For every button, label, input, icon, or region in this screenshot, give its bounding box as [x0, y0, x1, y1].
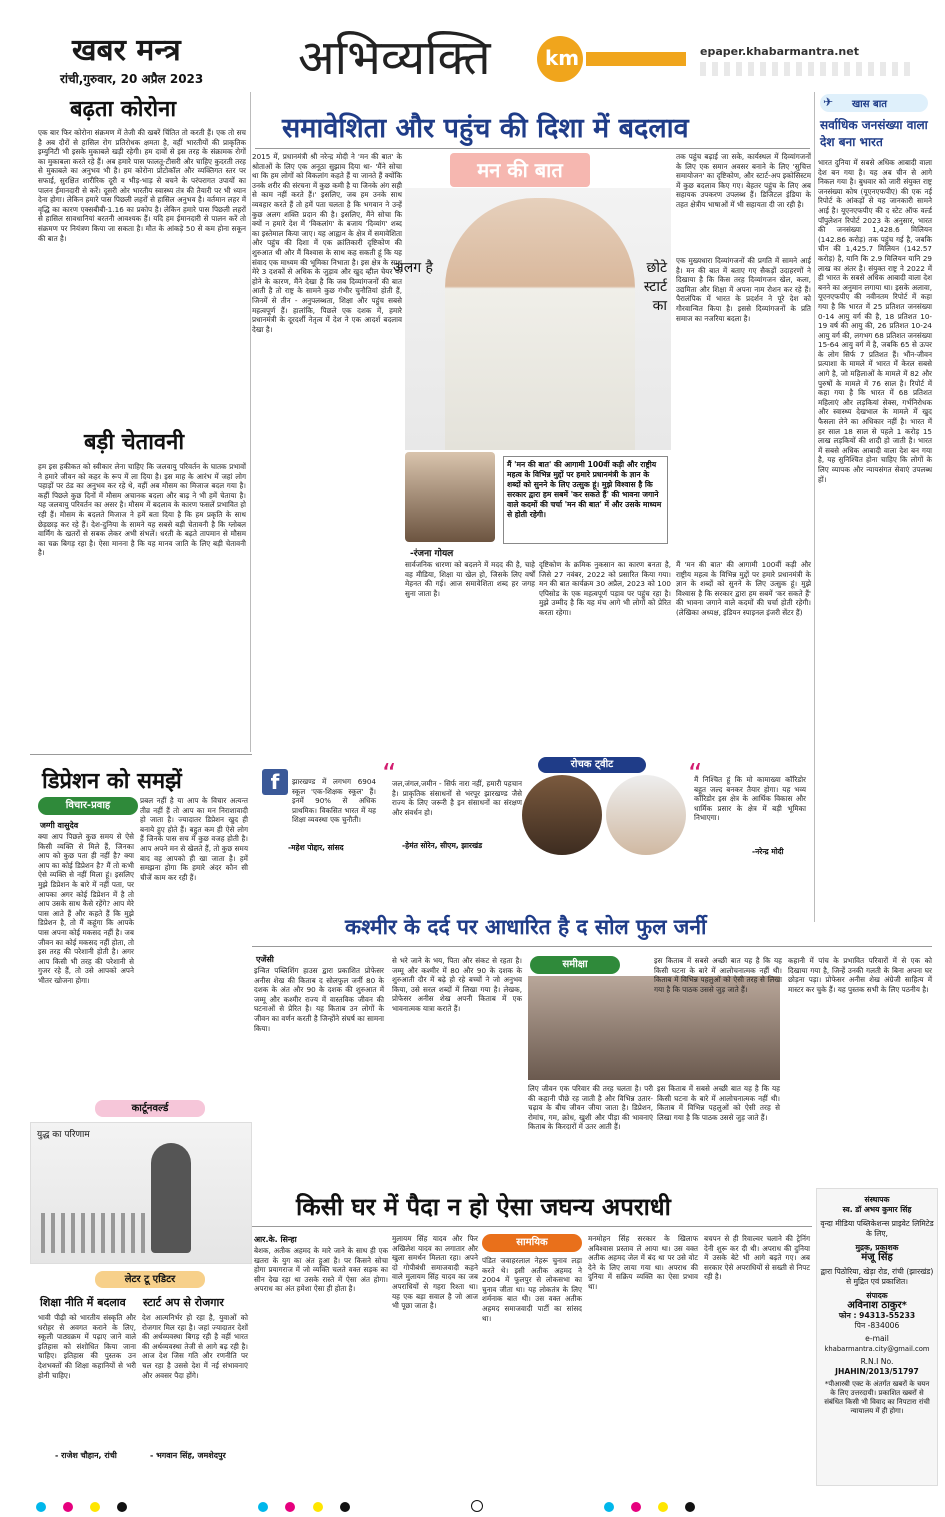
- main-headline: समावेशिता और पहुंच की दिशा में बदलाव: [282, 113, 689, 144]
- criminal-col-4: मनमोहन सिंह सरकार के खिलाफ अविश्वास प्रस्ताव ले आया था। उस वक्त अतीक अहमद जेल में बंद था पर उसे वोट देने के लिए लाया गया था। अपराध की दुनिया में सक्रिय व्यक्ति का ऐसा प्रभाव था।: [588, 1234, 698, 1291]
- tweet-mid-text: जल,जंगल,जमीन - सिर्फ नारा नहीं, हमारी पहचान है। प्राकृतिक संसाधनों से भरपूर झारखण्ड जैसे राज्य के लिए जरूरी है इन संसाधनों का संरक्षण और संवर्धन हो।: [392, 779, 522, 817]
- imprint-rni: R.N.I No.: [860, 1357, 894, 1366]
- color-dot: [340, 1502, 350, 1512]
- editorial-2-title: बड़ी चेतावनी: [84, 430, 185, 455]
- quote-mark-icon-2: “: [688, 757, 703, 790]
- color-dot: [117, 1502, 127, 1512]
- masthead: [0, 0, 945, 92]
- tweet-label: [538, 757, 646, 773]
- section-rule: [30, 754, 252, 755]
- kashmir-col-5: कहानी में पांच के प्रभावित परिवारों में से एक को दिखाया गया है, जिन्हें उनकी गलती के बिना अपना घर छोड़ना पड़ा। प्रोफेसर अनीस शेख अंग्रेजी साहित्य में मास्टर कर चुके हैं। यह पुस्तक सभी के लिए पठनीय है।: [788, 956, 932, 994]
- editorial-1-body: एक बार फिर कोरोना संक्रमण में तेजी की खबरें चिंतित तो करती हैं। एक तो सच है अब दौरों से हासिल रोग प्रतिरोधक क्षमता है, वहीं भारतीयों की प्राकृतिक इम्युनिटी भी इसके मुकाबले खड़ी रहेगी। हम दावों से इस तरह के संक्रामक रोगों का मुकाबला करते रहे हैं। अब हमारे पास फालतू-टीसरी और चाहिए कुदरती तरह से मुकाबले का अनुभव भी है। हम कोरोना प्रोटोकॉल और व्यक्तिगत स्तर पर सफाई, सुरक्षित शारीरिक दूरी व भीड़-भाड़ से बचने के परंपरागत उपायों का पालन ईमानदारी से करें। दूसरी ओर भारतीय स्वास्थ्य तंत्र की तैयारी पर भी ध्यान देना होगा। लेकिन हमारे पास पिछली लहरों से हासिल अनुभव है। वर्तमान लहर में वृद्धि का कारण एक्सबीबी-1.16 का प्रकोप है। लेकिन हमारे पास पिछली लहरों से हासिल सावधानियां बरतनी आवश्यक हैं। यदि हम ईमानदारी से पालन करें तो संक्रमण पर नियंत्रण किया जा सकता है। मौत के आंकड़े 50 से कम होना सकून की बात है।: [38, 128, 246, 243]
- letters-label-pill: [95, 1271, 205, 1288]
- fb-post-author: -महेश पोद्दार, सांसद: [288, 843, 344, 852]
- sidebar-divider: [814, 92, 815, 922]
- imprint-editor-name: अविनाश ठाकुर*: [847, 1300, 907, 1311]
- epaper-url[interactable]: epaper.khabarmantra.net: [700, 45, 859, 58]
- imprint-box: [816, 1188, 938, 1486]
- kashmir-col-4-top: इस किताब में सबसे अच्छी बात यह है कि यह किसी घटना के बारे में आलोचनात्मक नहीं थी। किताब में विभिन्न पहलुओं को ऐसी तरह से लिखा गया है कि पाठक उससे जुड़ जाते हैं।: [654, 956, 782, 994]
- sidebar-headline: सर्वाधिक जनसंख्या वाला देश बना भारत: [820, 118, 928, 149]
- tweet-right-author: -नरेन्द्र मोदी: [752, 847, 784, 856]
- review-tag: [530, 956, 620, 974]
- plane-icon: ✈: [823, 95, 834, 109]
- imprint-address: द्वारा पिठोरिया, खेड़ा रोड, रांची (झारखंड) से मुद्रित एवं प्रकाशित।: [820, 1267, 934, 1286]
- pull-quote: [503, 456, 668, 544]
- main-lower-col-b: दृष्टिकोण के क्रमिक नुकसान का कारण बनता है, जिसे 27 नवंबर, 2022 को प्रसारित किया गया। मन की बात कार्यक्रम 30 अप्रैल, 2023 को 100 एपिसोड के एक महत्वपूर्ण पड़ाव पर पहुंच रहा है। मुझे उम्मीद है कि यह मंच आगे भी लोगों को प्रेरित करता रहेगा।: [539, 560, 671, 617]
- author-photo: [405, 452, 495, 542]
- sidebar-tag: [820, 94, 928, 112]
- kashmir-rule: [252, 946, 932, 947]
- fb-post-text: झारखण्ड में लगभग 6904 स्कूल 'एक-शिक्षक स्कूल' हैं। इनमें 90% से अधिक प्राथमिक। विकसित भारत में यह शिक्षा व्यवस्था एक चुनौती।: [292, 777, 376, 825]
- criminal-headline: किसी घर में पैदा न हो ऐसा जघन्य अपराधी: [296, 1193, 671, 1221]
- imprint-email-label: e-mail: [865, 1334, 889, 1343]
- criminal-byline: आर.के. सिन्हा: [254, 1235, 297, 1244]
- kashmir-headline: कश्मीर के दर्द पर आधारित है द सोल फुल जर्नी: [345, 915, 707, 939]
- tweet-strip: [252, 755, 812, 865]
- photo-overlay-left: अलग है: [393, 260, 433, 276]
- depression-body-2: प्रबल नहीं है या आप के विचार अत्यन्त तीव्र नहीं हैं तो आप का मन निराशावादी हो जाता है। ज्यादातर डिप्रेशन खुद ही बनाये हुए होते हैं। बहुत कम ही ऐसे लोग हैं जिनके पास सच में कुछ वजह होती है। आप अपने मन से खेलते हैं, तो कुछ समय बाद वह आपको ही खा जाता है। हमें समझना होगा कि हमारे अंदर कौन सी चीजें काम कर रही हैं।: [140, 796, 248, 882]
- main-col-3-top: तक पहुंच बढ़ाई जा सके, कार्यस्थल में दिव्यांगजनों के लिए एक समान अवसर बनाने के लिए 'सुचित्त समायोजन' का दृष्टिकोण, और स्टार्ट-अप इकोसिस्टम में कुछ बदलाव किए गए। बेहतर पहुंच के लिए अब सहायक उपकरण उपलब्ध हैं। डिजिटल इंडिया के तहत क्षेत्रीय भाषाओं में भी सहायता दी जा रही है।: [676, 152, 811, 209]
- imprint-editor-label: संपादक: [866, 1291, 888, 1300]
- quote-mark-icon: “: [382, 757, 397, 790]
- cartoon-figures-row: [41, 1213, 151, 1253]
- paper-name: खबर मन्त्र: [72, 33, 181, 68]
- depression-title: डिप्रेशन को समझें: [42, 769, 182, 794]
- letter-2-body: देश आत्मनिर्भर हो रहा है, युवाओं को रोजगार मिल रहा है। जहां ज्यादातर देशों की अर्थव्यवस्था बिगड़ रही है वहीं भारत की अर्थव्यवस्था तेजी से आगे बढ़ रही है। आज देश जिस गति और रणनीति पर चल रहा है उससे देश में नई संभावनाएं और अवसर पैदा होंगे।: [142, 1313, 248, 1380]
- kashmir-col-4: इस किताब में सबसे अच्छी बात यह है कि यह किसी घटना के बारे में आलोचनात्मक नहीं थी। किताब में विभिन्न पहलुओं को ऐसी तरह से लिखा गया है कि पाठक उससे जुड़ जाते हैं।: [657, 1084, 780, 1122]
- editorial-2-body: हम इस हकीकत को स्वीकार लेना चाहिए कि जलवायु परिवर्तन के घातक प्रभावों ने हमारे जीवन को कहर के रूप में ला दिया है। इस माह के आरंभ में जहां लोग पहाड़ों पर ठंड का अनुभव कर रहे थे, वहीं अब मौसम का मिजाज बदल गया है। कहीं पिछले कुछ दिनों में मौसम अचानक बदला और बाढ़ ने भी हमें चेताया है। यह जलवायु परिवर्तन का असर है। मौसम में बदलाव के कारण फसलें प्रभावित हो रही हैं। मौसम के बदलते मिजाज ने हमें बता दिया है कि हम प्रकृति के साथ छेड़छाड़ कर रहे हैं। देश-दुनिया के सामने यह सबसे बड़ी चेतावनी है कि ग्लोबल वार्मिंग के खतरों से सबक लेकर अभी संभलें। धरती के बढ़ते तापमान से मौसम का चक्र बिगड़ रहा है। ऐसा मानना है कि यह मानव जाति के लिए बड़ी चेतावनी है।: [38, 462, 246, 558]
- hemant-soren-photo: [522, 775, 602, 855]
- letter-2-title: स्टार्ट अप से रोजगार: [143, 1296, 224, 1309]
- imprint-printer-label: मुद्रक, प्रकाशक: [855, 1243, 899, 1252]
- vichar-tag: [38, 797, 138, 815]
- criminal-col-3: पंडित जवाहरलाल नेहरू चुनाव लड़ा करते थे। इसी अतीक अहमद ने 2004 में फूलपुर से लोकसभा का चुनाव जीता था। यह लोकतंत्र के लिए शर्मनाक बात थी। उस वक्त अतीक अहमद समाजवादी पार्टी का सांसद था।: [482, 1256, 582, 1323]
- tweet-label-text: रोचक ट्वीट: [570, 759, 614, 770]
- kashmir-col-1: इन्वित पब्लिशिंग हाउस द्वारा प्रकाशित प्रोफेसर अनीस शेख की किताब द सोलफुल जर्नी 80 के दशक के अंत और 90 के दशक की शुरुआत में जम्मू और कश्मीर राज्य में वास्तविक जीवन की घटनाओं से प्रेरित है। यह किताब उन लोगों के जीवन का वर्णन करती है जिन्होंने संघर्ष का सामना किया।: [254, 966, 384, 1033]
- tweet-mid-author: -हेमंत सोरेन, सीएम, झारखंड: [402, 841, 483, 850]
- color-dot: [36, 1502, 46, 1512]
- cartoon-caption: युद्ध का परिणाम: [37, 1130, 90, 1140]
- author-caption: -रंजना गोयल: [410, 549, 454, 559]
- cartoon-label-pill: [95, 1100, 205, 1117]
- imprint-publisher: वृन्दा मीडिया पब्लिकेशन्स प्राइवेट लिमिटेड के लिए,: [820, 1219, 934, 1238]
- criminal-col-2: मुलायम सिंह यादव और फिर अखिलेश यादव का लगातार और खुला समर्थन मिलता रहा। अपने दो गोपीबंधी समाजवादी कहने वाले मुलायम सिंह यादव का जब अपराधियों से गहरा रिश्ता था। यह एक बड़ा सवाल है जो आज भी पूछा जाता है।: [392, 1234, 478, 1311]
- imprint-note: *पीआरबी एक्ट के अंतर्गत खबरों के चयन के लिए उत्तरदायी। प्रकाशित खबरों से संबंधित किसी भी विवाद का निपटारा रांची न्यायालय में ही होगा।: [824, 1380, 930, 1415]
- color-dot: [685, 1502, 695, 1512]
- dateline: रांची,गुरुवार, 20 अप्रैल 2023: [60, 72, 204, 86]
- kashmir-dateline: एजेंसी: [256, 955, 274, 964]
- mann-ki-baat-banner: [450, 153, 590, 187]
- letters-label: लेटर टू एडिटर: [124, 1274, 176, 1285]
- logo-band: [586, 52, 686, 66]
- pm-photo: [393, 188, 671, 450]
- sidebar-body: भारत दुनिया में सबसे अधिक आबादी वाला देश बन गया है। यह अब चीन से आगे निकल गया है। बुधवार को जारी संयुक्त राष्ट्र जनसंख्या कोष (यूएनएफपीए) की एक नई रिपोर्ट के आंकड़ों से यह जानकारी सामने आई है। यूएनएफपीए की द स्टेट ऑफ वर्ल्ड पॉपुलेशन रिपोर्ट 2023 के अनुसार, भारत की जनसंख्या 1,428.6 मिलियन (142.86 करोड़) तक पहुंच गई है, जबकि चीन की 1,425.7 मिलियन (142.57 करोड़) है, यानि कि 2.9 मिलियन यानि 29 लाख का अंतर है। संयुक्त राष्ट्र ने 2022 में ही भारत के सबसे अधिक आबादी वाला देश बनने का अनुमान लगाया था। इसके अलावा, यूएनएफपीए की नवीनतम रिपोर्ट में कहा गया है कि भारत में 25 प्रतिशत जनसंख्या 0-14 आयु वर्ग की है, 18 प्रतिशत 10-19 वर्ष की आयु की, 26 प्रतिशत 10-24 आयु वर्ग की, लगभग 68 प्रतिशत जनसंख्या 15-64 आयु वर्ग में है, जबकि 65 से ऊपर के लोग सिर्फ 7 प्रतिशत हैं। भौंन-जीवन प्रत्याशा के मामले में भारत में केरल सबसे आगे है, जो महिलाओं के मामले में 82 और पुरुषों के मामले में 76 साल है। रिपोर्ट में कहा गया है कि भारत में 68 प्रतिशत महिलाएं और लड़कियां सेक्स, गर्भनिरोधक और स्वास्थ्य देखभाल के मामले में खुद फैसला लेने का अधिकार नहीं है। भारत में हर साल 18 साल से पहले 1 करोड़ 15 लाख लड़कियों की शादी हो जाती है। भारत में सबसे अधिक आबादी वाला देश बन गया है, यह सुनिश्चित होना चाहिए कि लोगों के लिए व्यापक और न्यायसंगत सेवाएं उपलब्ध हों।: [818, 158, 932, 484]
- cartoon-figure: [151, 1143, 191, 1253]
- criminal-rule: [252, 1226, 812, 1227]
- depression-byline: जग्गी वासुदेव: [40, 821, 79, 830]
- depression-body: क्या आप पिछले कुछ समय से ऐसे किसी व्यक्ति से मिले हैं, जिनका आप को कुछ पता ही नहीं है? क्या आप का कोई डिप्रेशन है? मैं तो कभी ऐसे व्यक्ति से नहीं मिला हूं। इसलिए मुझे डिप्रेशन के बारे में नहीं पता, पर आपका अगर कोई डिप्रेशन में है तो आप उसके साथ कैसे रहेंगे? आप मेरे पास आते हैं और कहते हैं कि मुझे डिप्रेशन है, तो मैं कहूंगा कि आपके पास अपना कोई मकसद नहीं है। जब जीवन का कोई मकसद नहीं होता, तो इस तरह की परेशानी होती है। अगर आप किसी भी तरह की परेशानी से गुजर रहे हैं, तो उसे आपको अपने भीतर खोजना होगा।: [38, 832, 134, 985]
- color-dot: [90, 1502, 100, 1512]
- headline-rule: [255, 148, 810, 149]
- logo-letters: km: [545, 46, 580, 70]
- letter-1-body: भावी पीढ़ी को भारतीय संस्कृति और धरोहर से अवगत कराने के लिए, स्कूली पाठ्यक्रम में पढ़ाए जाने वाले इतिहास को संशोधित किया जाना चाहिए। इतिहास की पुस्तक उन देशभक्तों की शिक्षा कहानियों से भरी होनी चाहिए।: [38, 1313, 136, 1380]
- imprint-founder: स्व. डॉ अभय कुमार सिंह: [842, 1205, 912, 1214]
- photo-overlay-right: छोटे स्टार्ट का: [643, 260, 667, 314]
- cartoon-label: कार्टूनवर्ल्ड: [131, 1103, 169, 1114]
- facebook-icon: f: [262, 769, 288, 795]
- modi-photo: [606, 775, 686, 855]
- review-tag-label: समीक्षा: [562, 959, 588, 970]
- footer-registration-marks: [30, 1497, 930, 1511]
- imprint-pin: पिन -834006: [854, 1321, 900, 1330]
- imprint-printer-name: मंजू सिंह: [861, 1252, 893, 1263]
- criminal-col-1: बेशक, अतीक अहमद के मारे जाने के साथ ही एक खतरा के युग का अंत हुआ है। पर किसने सोचा होगा प्रयागराज में जो व्यक्ति चलते वक्त सड़क का सीन देख रहा था उसके रास्ते में ऐसा अंत होगा। अपराध का अंत हमेशा ऐसा ही होता है।: [254, 1246, 388, 1294]
- banner-label: मन की बात: [477, 158, 563, 182]
- color-dot: [285, 1502, 295, 1512]
- imprint-title: संस्थापक: [864, 1195, 890, 1204]
- km-logo: [537, 36, 583, 82]
- kashmir-col-2: से भरे जाने के भय, पिता और संकट से रहता है। जम्मू और कश्मीर में 80 और 90 के दशक के शुरुआती दौर में बढ़े हो रहे बच्चों ने जो अनुभव किया, उसे सरल शब्दों में लिखा गया है। लेखक, प्रोफेसर अनीस शेख अपनी किताब में एक भावनात्मक यात्रा कराते हैं।: [392, 956, 522, 1013]
- main-lower-col-c: मैं 'मन की बात' की आगामी 100वीं कड़ी और राष्ट्रीय महत्व के विभिन्न मुद्दों पर हमारे प्रधानमंत्री के ज्ञान के शब्दों को सुनने के लिए उत्सुक हूं। मुझे विश्वास है कि सरकार द्वारा हम सबमें 'कर सकते हैं' की भावना जगाने वाले कदमों की चर्चा होती रहेगी। (लेखिका अध्यक्ष, इंडियन स्पाइनल इंजरी सेंटर हैं): [676, 560, 811, 617]
- criminal-col-5: बचपन से ही रिवाल्वर चलाने की ट्रेनिंग देनी शुरू कर दी थी। अपराध की दुनिया में उसके बेटे भी आगे बढ़ते गए। अब सरकार ऐसे अपराधियों से सख्ती से निपट रही है।: [704, 1234, 810, 1282]
- editorial-1-title: बढ़ता कोरोना: [70, 97, 177, 122]
- color-dot: [658, 1502, 668, 1512]
- color-dot: [63, 1502, 73, 1512]
- main-col-1: 2015 में, प्रधानमंत्री श्री नरेन्द्र मोदी ने 'मन की बात' के श्रोताओं के लिए एक अनूठा सुझाव दिया था- 'मैंने सोचा था कि हम लोगों को विकलांग कहते हैं या जानते हैं क्योंकि उनके शरीर की संरचना में कुछ कमी है या जिनके अंग सही से काम नहीं करते हैं।' इसलिए, जब हम उनके साथ व्यवहार करते हैं तो हमें पता चलता है कि भगवान ने उन्हें कुछ अलग शक्ति प्रदान की है। इसलिए, मैंने सोचा कि क्यों न हमारे देश में 'विकलांग' के बजाय 'दिव्यांग' शब्द का इस्तेमाल किया जाए। यह आह्वान के क्षेत्र में समावेशिता और पहुंच की दिशा में एक क्रांतिकारी दृष्टिकोण की शुरुआत थी और मैं विश्वास के साथ कह सकती हूं कि यह संवाद एक माध्यम की भूमिका निभाता है। इस क्षेत्र के साथ मेरे 3 दशकों से अधिक के जुड़ाव और खुद व्हील चेयर पर होने के कारण, मैंने देखा है कि जब दिव्यांगजनों की बात आती है तो राष्ट्र के सामने कुछ गंभीर चुनौतियां होती हैं, जिनमें से तीन - अनुपलब्धता, शिक्षा और पहुंच सबसे महत्वपूर्ण हैं। हालांकि, पिछले एक दशक में, हमारे प्रधानमंत्री के दूरदर्शी नेतृत्व में देश ने एक आदर्श बदलाव देखा है।: [252, 152, 402, 334]
- pull-quote-text: मैं 'मन की बात' की आगामी 100वीं कड़ी और राष्ट्रीय महत्व के विभिन्न मुद्दों पर हमारे प्रधानमंत्री के ज्ञान के शब्दों को सुनने के लिए उत्सुक हूं। मुझे विश्वास है कि सरकार द्वारा हम सबमें 'कर सकते हैं' की भावना जगाने वाले कदमों की चर्चा 'मन की बात' में और उसके माध्यम से होती रहेगी।: [507, 460, 662, 519]
- color-dot: [258, 1502, 268, 1512]
- color-dot: [313, 1502, 323, 1512]
- imprint-phone: फोन : 94313-55233: [838, 1311, 916, 1320]
- main-col-3-mid: एक मुख्यधारा दिव्यांगजनों की प्रगति में सामने आई है। मन की बात में बताए गए सैकड़ों उदाहरणों ने दिखाया है कि किस तरह दिव्यांगजन खेल, कला, उद्यमिता और शिक्षा में अपना नाम रोशन कर रहे हैं। पैरालंपिक में भारत के प्रदर्शन ने पूरे देश को गौरवान्वित किया है। इससे दिव्यांगजनों के प्रति समाज का नजरिया बदला है।: [676, 256, 811, 323]
- kashmir-col-3: लिए जीवन एक परिवार की तरह चलता है। परी की कहानी पीछे रह जाती है और विभिन्न उतार-चढ़ाव के बीच जीवन जीया जाता है। डिप्रेशन, रोमांच, गम, क्रोध, खुशी और पीड़ा की भावनाएं किताब के किरदारों में उतर आती हैं।: [528, 1084, 653, 1132]
- vichar-tag-label: विचार-प्रवाह: [65, 800, 111, 811]
- main-lower-col-a: सार्वजनिक धारणा को बदलने में मदद की है, चाहे वह मीडिया, शिक्षा या खेल हो, जिसके लिए वर्षों मेहनत की गई। आज समावेशिता शब्द हर जगह सुना जाता है।: [405, 560, 535, 598]
- pm-photo-figure: [445, 198, 635, 450]
- letter-1-title: शिक्षा नीति में बदलाव: [40, 1296, 126, 1309]
- tweet-right-text: मैं निश्चित हूं कि मो कामाख्या कॉरिडोर बहुत जल्द बनकर तैयार होगा। यह भव्य कॉरिडोर इस क्षेत्र के आर्थिक विकास और धार्मिक प्रसार के क्षेत्र में बड़ी भूमिका निभाएगा।: [694, 775, 806, 823]
- letter-1-author: - राजेश चौहान, रांची: [55, 1451, 117, 1460]
- column-divider: [250, 92, 251, 752]
- color-dot: [631, 1502, 641, 1512]
- samayik-tag-label: सामयिक: [516, 1237, 548, 1248]
- color-dot: [604, 1502, 614, 1512]
- imprint-email[interactable]: khabarmantra.city@gmail.com: [824, 1345, 930, 1353]
- decor-strip: [700, 62, 910, 76]
- sidebar-tag-label: खास बात: [852, 99, 888, 110]
- imprint-rni-num: JHAHIN/2013/51797: [835, 1367, 919, 1376]
- letter-2-author: - भगवान सिंह, जमशेदपुर: [150, 1451, 226, 1460]
- crosshair-icon: [471, 1500, 483, 1512]
- cartoon-image: [30, 1122, 252, 1264]
- section-title: अभिव्यक्ति: [298, 30, 491, 86]
- samayik-tag: [482, 1234, 582, 1252]
